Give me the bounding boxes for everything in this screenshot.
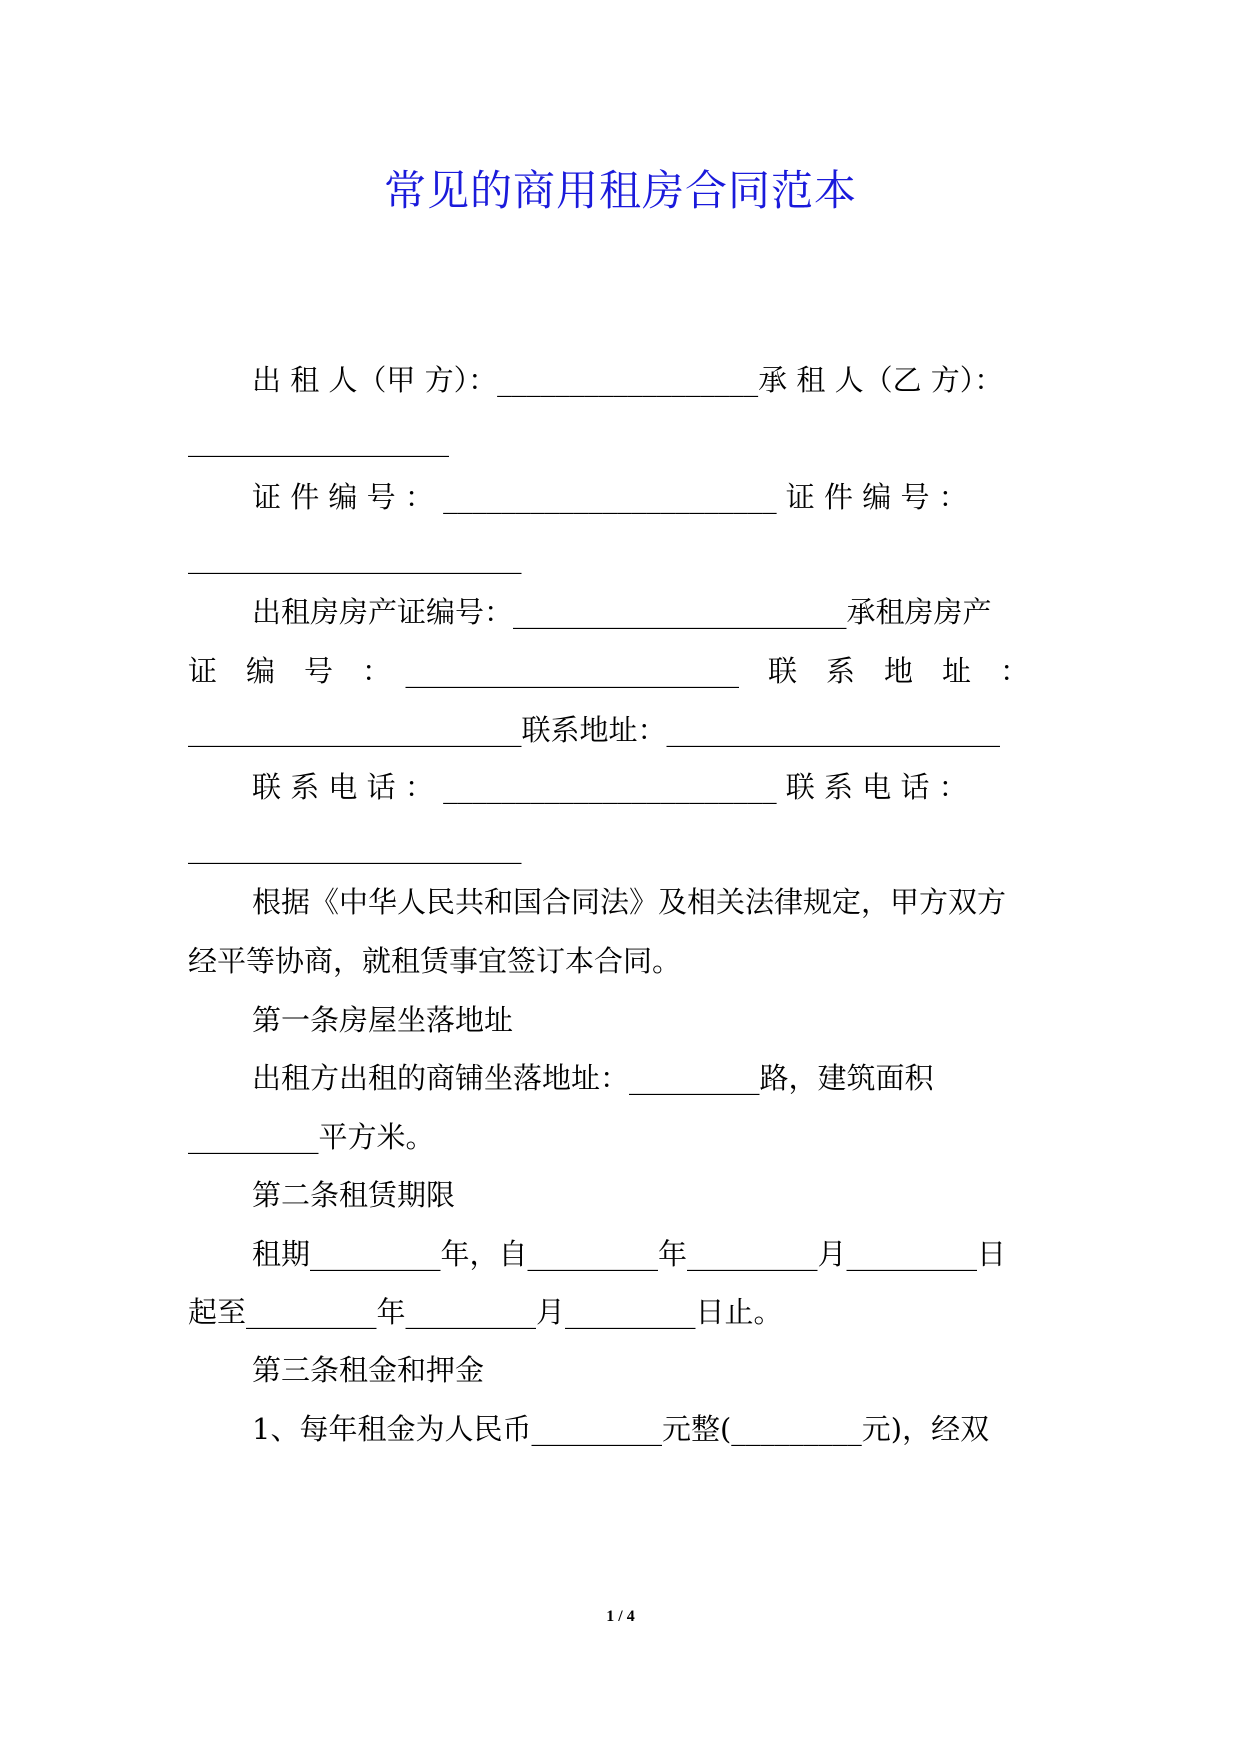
id-number-line: 证 件 编 号 ： _______________________ 证 件 编 号 ：	[252, 480, 968, 514]
property-cert-line-cont: 证 编 号 ： _______________________ 联 系 地 址 ：	[188, 654, 1030, 688]
property-cert-line: 出租房房产证编号：_______________________承租房房产	[252, 595, 992, 629]
party-names-line-cont: __________________	[188, 423, 449, 457]
article-2-heading: 第二条租赁期限	[252, 1178, 456, 1212]
article-1-heading: 第一条房屋坐落地址	[252, 1003, 514, 1037]
id-number-line-cont: _______________________	[188, 540, 522, 574]
article-3-heading: 第三条租金和押金	[252, 1353, 485, 1387]
article-2-text: 租期_________年，自_________年_________月_________日	[252, 1237, 1007, 1271]
party-names-line: 出 租 人（甲 方）：__________________承 租 人（乙 方）：	[252, 363, 1004, 397]
preamble-line: 根据《中华人民共和国合同法》及相关法律规定，甲方双方	[252, 885, 1007, 919]
article-2-text-cont: 起至_________年_________月_________日止。	[188, 1295, 783, 1329]
phone-line-cont: _______________________	[188, 830, 522, 864]
phone-line: 联 系 电 话 ： _______________________ 联 系 电 话 ：	[252, 770, 968, 804]
preamble-line-cont: 经平等协商，就租赁事宜签订本合同。	[188, 944, 682, 978]
page-number: 1 / 4	[606, 1608, 635, 1625]
address-line: _______________________联系地址：_______________________	[188, 713, 1001, 747]
article-1-text: 出租方出租的商铺坐落地址：_________路，建筑面积	[252, 1061, 934, 1095]
document-title: 常见的商用租房合同范本	[383, 166, 857, 215]
article-1-text-cont: _________平方米。	[188, 1120, 435, 1154]
article-3-item-1: 1、每年租金为人民币_________元整(_________元)，经双	[252, 1412, 990, 1446]
